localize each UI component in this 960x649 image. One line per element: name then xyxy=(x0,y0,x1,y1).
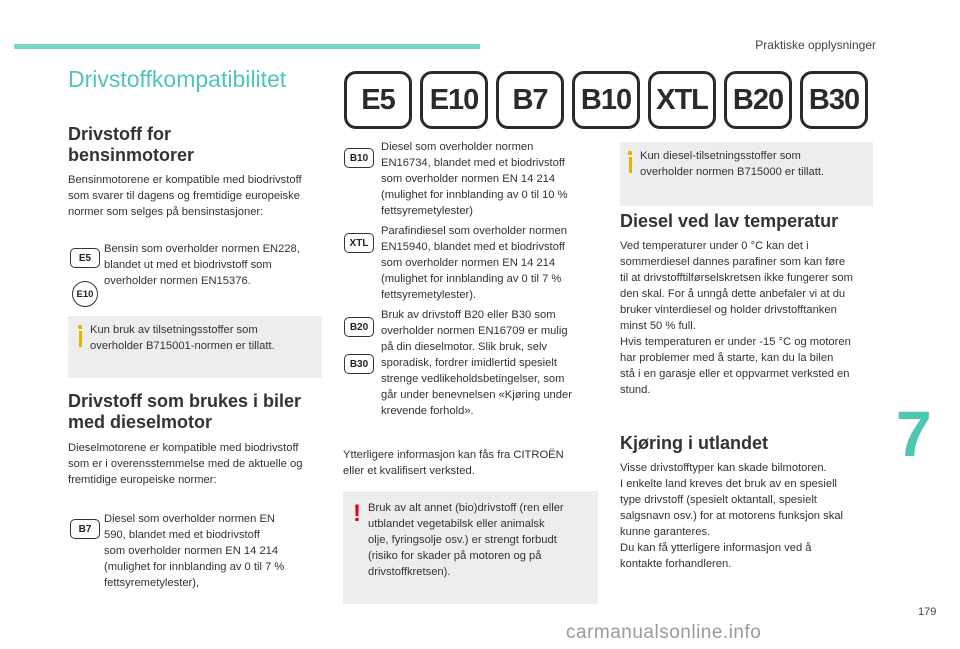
text-line: salgsnavn osv.) for at motorens funksjon skal xyxy=(620,510,844,522)
text-line: blandet ut med et biodrivstoff som xyxy=(104,259,272,271)
text-line: EN16734, blandet med et biodrivstoff xyxy=(381,157,565,169)
text-line: Bensinmotorene er kompatible med biodrivstoff xyxy=(68,174,302,186)
text-line: (mulighet for innblanding av 0 til 7 % xyxy=(381,273,562,285)
text-line: den skal. For å unngå dette anbefaler vi at du xyxy=(620,288,846,300)
note-additives-petrol xyxy=(68,316,322,378)
note-additives-diesel xyxy=(620,142,873,206)
text-line: fettsyremetylester) xyxy=(381,205,474,217)
text-line: overholder normen EN16709 er mulig xyxy=(381,325,568,337)
badge-b7: B7 xyxy=(496,71,564,129)
paragraph-more-info xyxy=(343,447,593,479)
info-icon xyxy=(78,325,82,329)
paragraph-b7 xyxy=(104,511,324,591)
text-line: Ved temperaturer under 0 °C kan det i xyxy=(620,240,809,252)
text-line: Kun bruk av tilsetningsstoffer som xyxy=(90,324,258,336)
paragraph-diesel xyxy=(68,440,330,488)
badge-xtl: XTL xyxy=(648,71,716,129)
text-line: fettsyremetylester), xyxy=(104,577,200,589)
text-line: stund. xyxy=(620,384,651,396)
text-line: overholder B715001-normen er tillatt. xyxy=(90,340,275,352)
paragraph-b20-b30 xyxy=(381,307,601,419)
text-line: Ytterligere informasjon kan fås fra CITROËN xyxy=(343,449,564,461)
badge-b20-small: B20 xyxy=(344,317,374,337)
text-line: Kun diesel-tilsetningsstoffer som xyxy=(640,150,801,162)
heading-petrol: Drivstoff for bensinmotorer xyxy=(68,124,195,165)
heading-cold-diesel: Diesel ved lav temperatur xyxy=(620,211,839,231)
text-line: minst 50 % full. xyxy=(620,320,696,332)
text-line: fettsyremetylester). xyxy=(381,289,477,301)
text-line: Bruk av alt annet (bio)drivstoff (ren eller xyxy=(368,502,564,514)
text-line: kunne garanteres. xyxy=(620,526,711,538)
badge-xtl-small: XTL xyxy=(344,233,374,253)
badge-b20: B20 xyxy=(724,71,792,129)
chapter-number: 7 xyxy=(896,398,932,470)
heading-diesel: Drivstoff som brukes i biler med dieselmotor xyxy=(68,391,302,432)
badge-b7-small: B7 xyxy=(70,519,100,539)
text-line: på din dieselmotor. Slik bruk, selv xyxy=(381,341,548,353)
text-line: type drivstoff (spesielt oktantall, spesielt xyxy=(620,494,817,506)
text-line: eller et kvalifisert verksted. xyxy=(343,465,475,477)
text-line: Bruk av drivstoff B20 eller B30 som xyxy=(381,309,556,321)
text-line: stå i en garasje eller et oppvarmet verksted en xyxy=(620,368,850,380)
text-line: Dieselmotorene er kompatible med biodrivstoff xyxy=(68,442,299,454)
text-line: (risiko for skader på motoren og på xyxy=(368,550,542,562)
text-line: olje, fyringsolje osv.) er strengt forbudt xyxy=(368,534,557,546)
watermark: carmanualsonline.info xyxy=(566,622,762,643)
text-line: overholder normen B715000 er tillatt. xyxy=(640,166,825,178)
text-line: strenge vedlikeholdsbetingelser, som xyxy=(381,373,565,385)
paragraph-abroad xyxy=(620,460,882,572)
text-line: Hvis temperaturen er under -15 °C og motoren xyxy=(620,336,851,348)
text-line: kontakte forhandleren. xyxy=(620,558,732,570)
header-accent-bar xyxy=(14,44,480,49)
text-line: Diesel som overholder normen EN xyxy=(104,513,275,525)
badge-b10-small: B10 xyxy=(344,148,374,168)
text-line: Bensin som overholder normen EN228, xyxy=(104,243,300,255)
text-line: Visse drivstofftyper kan skade bilmotoren. xyxy=(620,462,827,474)
text-line: bruker vinterdiesel og holder drivstofftanken xyxy=(620,304,837,316)
badge-e10-small: E10 xyxy=(72,281,98,307)
text-line: går under benevnelsen «Kjøring under xyxy=(381,389,572,401)
warning-icon: ! xyxy=(353,500,361,527)
text-line: har problemer med å starte, kan du la bilen xyxy=(620,352,834,364)
section-label: Praktiske opplysninger xyxy=(755,38,876,52)
text-line: som er i overensstemmelse med de aktuelle og xyxy=(68,458,303,470)
warning-fuel xyxy=(343,491,598,604)
paragraph-cold-diesel xyxy=(620,238,885,398)
text-line: utblandet vegetabilsk eller animalsk xyxy=(368,518,545,530)
badge-b30: B30 xyxy=(800,71,868,129)
text-line: sporadisk, fordrer imidlertid spesielt xyxy=(381,357,557,369)
text-line: Du kan få ytterligere informasjon ved å xyxy=(620,542,812,554)
badge-e5: E5 xyxy=(344,71,412,129)
badge-b10: B10 xyxy=(572,71,640,129)
paragraph-b10 xyxy=(381,139,601,219)
paragraph-petrol xyxy=(68,172,328,220)
page-number: 179 xyxy=(918,606,937,618)
text-line: som overholder normen EN 14 214 xyxy=(381,257,556,269)
info-icon xyxy=(628,151,632,155)
text-line: overholder normen EN15376. xyxy=(104,275,251,287)
text-line: som overholder normen EN 14 214 xyxy=(381,173,556,185)
paragraph-e-fuels xyxy=(104,241,324,289)
text-line: (mulighet for innblanding av 0 til 7 % xyxy=(104,561,285,573)
text-line: Parafindiesel som overholder normen xyxy=(381,225,567,237)
text-line: Diesel som overholder normen xyxy=(381,141,534,153)
text-line: EN15940, blandet med et biodrivstoff xyxy=(381,241,565,253)
text-line: drivstoffkretsen). xyxy=(368,566,451,578)
badge-b30-small: B30 xyxy=(344,354,374,374)
text-line: normer som selges på bensinstasjoner: xyxy=(68,206,264,218)
text-line: fremtidige europeiske normer: xyxy=(68,474,217,486)
text-line: krevende forhold». xyxy=(381,405,474,417)
heading-abroad: Kjøring i utlandet xyxy=(620,433,768,453)
text-line: 590, blandet med et biodrivstoff xyxy=(104,529,260,541)
info-icon-bar xyxy=(79,331,82,347)
text-line: som overholder normen EN 14 214 xyxy=(104,545,279,557)
page-title: Drivstoffkompatibilitet xyxy=(68,66,287,92)
text-line: I enkelte land kreves det bruk av en spesiell xyxy=(620,478,838,490)
paragraph-xtl xyxy=(381,223,601,303)
badge-e5-small: E5 xyxy=(70,248,100,268)
fuel-badge-row xyxy=(344,71,868,129)
text-line: som svarer til dagens og fremtidige europeiske xyxy=(68,190,300,202)
text-line: sommerdiesel dannes parafiner som kan føre xyxy=(620,256,846,268)
info-icon-bar xyxy=(629,157,632,173)
badge-e10: E10 xyxy=(420,71,488,129)
text-line: til at drivstofftilførselskretsen ikke fungerer som xyxy=(620,272,853,284)
text-line: (mulighet for innblanding av 0 til 10 % xyxy=(381,189,568,201)
